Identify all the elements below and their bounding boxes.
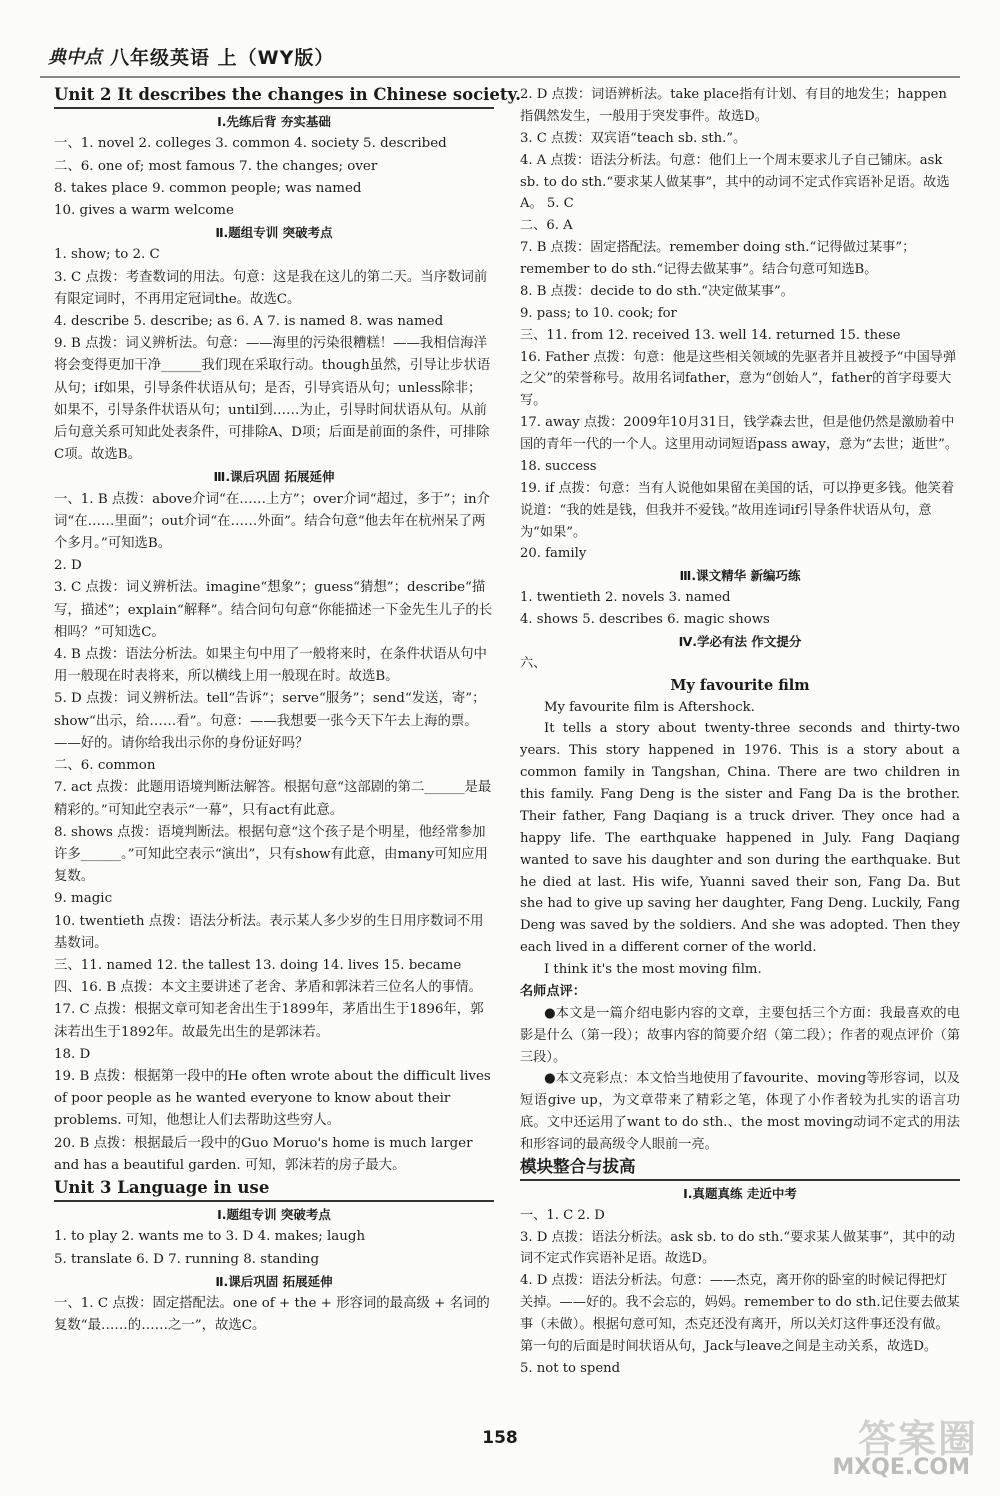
answer-line: 一、1. novel 2. colleges 3. common 4. society 5. described (54, 136, 447, 152)
page-number: 158 (482, 1428, 518, 1448)
book-title: 八年级英语 上（WY版） (110, 46, 335, 69)
answer-line: 二、6. common (54, 758, 156, 774)
answer-line: 3. C 点拨：双宾语“teach sb. sth.”。 (520, 130, 747, 146)
essay-paragraph: ●本文是一篇介绍电影内容的文章，主要包括三个方面：我最喜欢的电影是什么（第一段）；故事内容的简要介绍（第二段）；作者的观点评价（第三段）。 (520, 1005, 960, 1065)
answer-line: 17. C 点拨：根据文章可知老舍出生于1899年，茅盾出生于1896年，郭沫若出生于1892年。故最先出生的是郭沫若。 (54, 1002, 484, 1040)
answer-line: 4. describe 5. describe; as 6. A 7. is named 8. was named (54, 314, 444, 330)
answer-line: 19. if 点拨：句意：当有人说他如果留在美国的话，可以挣更多钱。他笑着说道：“我的姓是钱，但我并不爱钱。”故用连词if引导条件状语从句，意为“如果”。 (520, 480, 955, 540)
essay-paragraph: I think it's the most moving film. (544, 962, 762, 977)
answer-line: 3. C 点拨：词义辨析法。imagine“想象”；guess“猜想”；describe“描写，描述”；explain“解释”。结合问句句意“你能描述一下金先生儿子的长相吗？”可知选C。 (54, 580, 493, 640)
essay-paragraph: ●本文亮彩点：本文恰当地使用了favourite、moving等形容词，以及短语give up，为文章带来了精彩之笔，体现了小作者较为扎实的语言功底。文中还运用了want to do sth.、the most moving动词不定式的用法和形容词的最高级令人眼前一亮。 (520, 1071, 960, 1152)
essay-paragraph: My favourite film is Aftershock. (544, 699, 755, 715)
answer-line: 5. translate 6. D 7. running 8. standing (54, 1251, 320, 1267)
answer-line: 1. show; to 2. C (54, 247, 160, 263)
section-heading: Ⅲ.课文精华 新编巧练 (679, 568, 801, 584)
answer-line: 六、 (520, 655, 547, 671)
answer-line: 3. D 点拨：语法分析法。ask sb. to do sth.“要求某人做某事”，其中的动词不定式作宾语补足语。故选D。 (520, 1229, 956, 1267)
answer-line: 1. to play 2. wants me to 3. D 4. makes; laugh (54, 1229, 366, 1245)
answer-line: 4. A 点拨：语法分析法。句意：他们上一个周末要求儿子自己铺床。ask sb. to do sth.“要求某人做某事”，其中的动词不定式作宾语补足语。故选A。 5. C (520, 152, 950, 212)
answer-line: 16. Father 点拨：句意：他是这些相关领域的先驱者并且被授予“中国导弹之父”的荣誉称号。故用名词father，意为“创始人”，father的首字母要大写。 (520, 349, 957, 409)
unit-title: 模块整合与拔高 (520, 1156, 960, 1181)
page-header (40, 36, 960, 78)
answer-line: 7. B 点拨：固定搭配法。remember doing sth.“记得做过某事”；remember to do sth.“记得去做某事”。结合句意可知选B。 (520, 240, 916, 277)
answer-line: 18. D (54, 1046, 91, 1062)
unit-title: Unit 2 It describes the changes in Chinese society. (54, 84, 494, 109)
section-heading: Ⅱ.课后巩固 拓展延伸 (215, 1273, 333, 1289)
watermark-url: MXQE.COM (832, 1455, 970, 1480)
answer-line: 5. not to spend (520, 1360, 621, 1376)
answer-line: 四、16. B 点拨：本文主要讲述了老舍、茅盾和郭沫若三位名人的事情。 (54, 980, 482, 996)
unit-title: Unit 3 Language in use (54, 1177, 494, 1202)
answer-line: 一、1. B 点拨：above介词“在……上方”；over介词“超过，多于”；in介词“在……里面”；out介词“在……外面”。结合句意“他去年在杭州呆了两个多月。”可知选B。 (54, 491, 491, 552)
section-heading: Ⅰ.先练后背 夯实基础 (217, 114, 331, 130)
answer-line: 8. shows 点拨：语境判断法。根据句意“这个孩子是个明星，他经常参加许多______。”可知此空表示“演出”，只有show有此意，由many可知应用复数。 (54, 824, 488, 885)
answer-line: 9. pass; to 10. cook; for (520, 305, 677, 321)
answer-line: 10. gives a warm welcome (54, 203, 234, 219)
answer-line: 17. away 点拨：2009年10月31日，钱学森去世，但是他仍然是激励着中国的青年一代的一个人。这里用动词短语pass away，意为“去世；逝世”。 (520, 415, 959, 452)
answer-line: 7. act 点拨：此题用语境判断法解答。根据句意“这部剧的第二______是最精彩的。”可知此空表示“一幕”，只有act有此意。 (54, 780, 492, 818)
answer-line: 三、11. named 12. the tallest 13. doing 14. lives 15. became (54, 957, 462, 973)
answer-line: 20. B 点拨：根据最后一段中的Guo Moruo's home is much larger and has a beautiful garden. 可知，郭沫若的房子最大。 (54, 1135, 473, 1173)
answer-line: 3. C 点拨：考查数词的用法。句意：这是我在这儿的第二天。当序数词前有限定词时，不再用定冠词the。故选C。 (54, 269, 488, 307)
section-heading: Ⅰ.真题真练 走近中考 (683, 1185, 797, 1201)
watermark-logo: 答案圈 (857, 1417, 978, 1461)
comment-heading: 名师点评： (520, 983, 586, 999)
brand-logo: 典中点 (48, 47, 102, 68)
answer-line: 二、6. A (520, 218, 573, 234)
essay-paragraph: It tells a story about twenty-three seconds and thirty-two years. This story happened in 1976. This is a story about a common family in Tangshan, China. There are two children in this family. Fang Deng is the sister and Fang Da is the brother. Their father, Fang Daqiang is a truck driver. They once had a happy life. The earthquake happened in July. Fang Daqiang wanted to save his daughter and son during the earthquake. But he died at last. His wife, Yuanni saved their son, Fang Da. But she had to give up saving her daughter, Fang Deng. Luckily, Fang Deng was saved by the soldiers. And she was adopted. Then they each lived in a different corner of the world. (520, 721, 960, 956)
answer-line: 2. D (54, 558, 82, 574)
answer-line: 4. B 点拨：语法分析法。如果主句中用了一般将来时，在条件状语从句中用一般现在时表将来，所以横线上用一般现在时。故选B。 (54, 647, 487, 685)
answer-line: 5. D 点拨：词义辨析法。tell“告诉”；serve“服务”；send“发送，寄”；show“出示，给……看”。句意：——我想要一张今天下午去上海的票。——好的。请你给我出示你的身份证好吗？ (54, 691, 486, 751)
answer-line: 19. B 点拨：根据第一段中的He often wrote about the difficult lives of poor people as he wanted everyone to know about their problems. 可知，他想让人们去帮助这些穷人。 (54, 1068, 491, 1129)
answer-line: 9. B 点拨：词义辨析法。句意：——海里的污染很糟糕！——我相信海洋将会变得更加干净______我们现在采取行动。though虽然，引导让步状语从句；if如果，引导条件状语从句；是否，引导宾语从句；unless除非；如果不，引导条件状语从句；until到……为止，引导时间状语从句。从前后句意关系可知此处表条件，可排除A、D项；后面是前面的条件，可排除C项。故选B。 (54, 336, 491, 463)
right-column (520, 84, 960, 1380)
answer-line: 10. twentieth 点拨：语法分析法。表示某人多少岁的生日用序数词不用基数词。 (54, 913, 484, 951)
answer-line: 9. magic (54, 891, 113, 907)
section-heading: Ⅳ.学必有法 作文提分 (678, 633, 802, 649)
answer-line: 8. takes place 9. common people; was named (54, 180, 362, 196)
answer-line: 8. B 点拨：decide to do sth.“决定做某事”。 (520, 283, 794, 299)
answer-line: 一、1. C 2. D (520, 1207, 605, 1223)
section-heading: Ⅱ.题组专训 突破考点 (215, 225, 333, 241)
answer-line: 一、1. C 点拨：固定搭配法。one of + the + 形容词的最高级 + 名词的复数“最……的……之一”，故选C。 (54, 1295, 490, 1334)
answer-line: 2. D 点拨：词语辨析法。take place指有计划、有目的地发生；happen指偶然发生，一般用于突发事件。故选D。 (520, 87, 947, 124)
section-heading: Ⅰ.题组专训 突破考点 (217, 1207, 331, 1223)
left-column (54, 84, 521, 1337)
essay-title: My favourite film (670, 676, 810, 694)
answer-line: 三、11. from 12. received 13. well 14. returned 15. these (520, 327, 901, 343)
section-heading: Ⅲ.课后巩固 拓展延伸 (213, 469, 335, 485)
answer-line: 1. twentieth 2. novels 3. named (520, 590, 731, 606)
answer-line: 4. shows 5. describes 6. magic shows (520, 612, 770, 627)
answer-line: 4. D 点拨：语法分析法。句意：——杰克，离开你的卧室的时候记得把灯关掉。——好的。我不会忘的，妈妈。remember to do sth.记住要去做某事（未做）。根据句意可知，杰克还没有离开，所以关灯这件事还没有做。第一句的后面是时间状语从句，Jack与leave之间是主动关系，故选D。 (520, 1273, 960, 1354)
answer-line: 18. success (520, 458, 597, 474)
answer-line: 二、6. one of; most famous 7. the changes; over (54, 158, 378, 174)
answer-line: 20. family (520, 546, 587, 562)
